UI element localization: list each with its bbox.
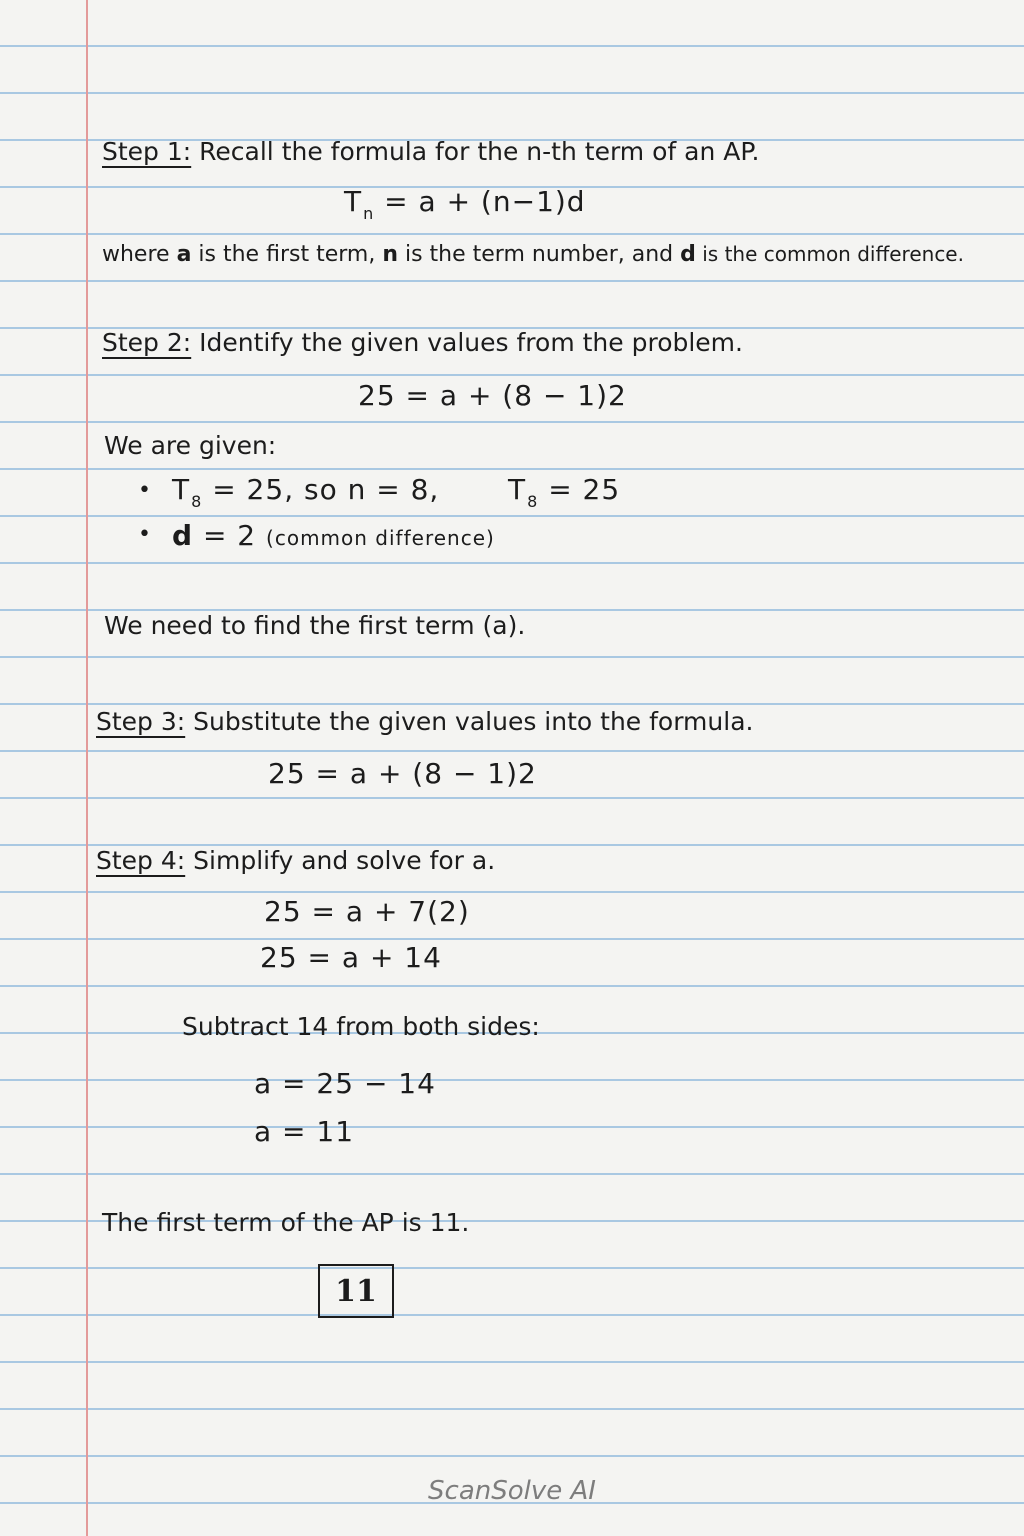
step-4-label: Step 4: [96, 846, 186, 875]
where-d: d [680, 242, 696, 267]
step-3-line [96, 706, 753, 738]
bullet1-rest: = 25, so n = 8, [202, 473, 440, 506]
conclusion: The first term of the AP is 11. [102, 1208, 470, 1237]
where-1: where [102, 242, 177, 267]
step-4-eq-1: 25 = a + 7(2) [264, 895, 470, 928]
bullet1-sub: 8 [191, 492, 203, 511]
step-2-line [102, 327, 743, 359]
where-n: n [382, 242, 398, 267]
step-2-equation: 25 = a + (8 − 1)2 [358, 379, 627, 412]
formula-sub: n [363, 204, 375, 223]
answer-box: 11 [318, 1264, 394, 1318]
step-2-label: Step 2: [102, 328, 192, 357]
watermark: ScanSolve AI [428, 1476, 596, 1506]
given-label: We are given: [104, 431, 277, 460]
subtract-instruction: Subtract 14 from both sides: [182, 1012, 540, 1041]
need-to-find: We need to find the first term (a). [104, 611, 526, 640]
formula-rhs: = a + (n−1)d [374, 185, 586, 218]
step-1-label: Step 1: [102, 137, 192, 166]
step-1-line [102, 136, 759, 168]
bullet2-note: (common difference) [266, 526, 495, 550]
step-3-text: Substitute the given values into the formula. [193, 707, 754, 736]
step-4-eq-4: a = 11 [254, 1115, 355, 1148]
step-4-eq-3: a = 25 − 14 [254, 1067, 436, 1100]
bullet1-t2: T [508, 473, 527, 506]
step-4-line [96, 845, 495, 877]
bullet1-sub2: 8 [527, 492, 539, 511]
step-1-text: Recall the formula for the n-th term of an AP. [199, 137, 760, 166]
step-3-label: Step 3: [96, 707, 186, 736]
bullet2-rest: = 2 [193, 519, 267, 552]
given-bullet-2 [172, 520, 495, 554]
where-2: is the first term, [191, 242, 383, 267]
bullet1-rest2: = 25 [538, 473, 621, 506]
given-bullet-1 [172, 474, 439, 510]
bullet1-t: T [172, 473, 191, 506]
nth-term-formula [344, 186, 586, 222]
where-3: is the term number, and [397, 242, 681, 267]
step-4-text: Simplify and solve for a. [193, 846, 496, 875]
formula-t: T [344, 185, 363, 218]
margin-line [86, 0, 88, 1536]
bullet-dot-1: • [138, 478, 151, 503]
where-a: a [176, 242, 192, 267]
where-4: is the common difference. [695, 242, 964, 266]
step-3-equation: 25 = a + (8 − 1)2 [268, 757, 537, 790]
step-2-text: Identify the given values from the problem. [199, 328, 743, 357]
bullet-dot-2: • [138, 522, 151, 547]
given-bullet-1-repeat [508, 474, 620, 510]
where-line [102, 238, 964, 271]
bullet2-d: d [172, 519, 194, 552]
step-4-eq-2: 25 = a + 14 [260, 941, 442, 974]
